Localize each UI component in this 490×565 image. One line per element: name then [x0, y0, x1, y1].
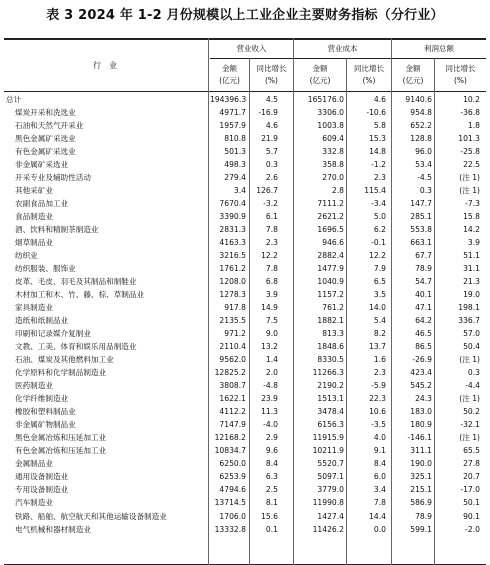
- table-body: [0, 93, 490, 536]
- profit-amount: 86.5: [415, 342, 432, 352]
- cost-growth: 14.8: [369, 147, 386, 157]
- table-row: [0, 288, 490, 301]
- industry-name: 农副食品加工业: [15, 199, 69, 209]
- cost-amount: 3779.0: [317, 485, 344, 495]
- cost-amount: 609.4: [322, 134, 344, 144]
- profit-growth: 0.3: [467, 368, 480, 378]
- cost-amount: 1848.6: [317, 342, 344, 352]
- revenue-amount: 4163.3: [219, 238, 246, 248]
- profit-growth: -17.0: [460, 485, 480, 495]
- cost-growth: 10.6: [369, 407, 386, 417]
- industry-name: 化学纤维制造业: [15, 394, 69, 404]
- revenue-growth-unit: (%): [265, 76, 278, 85]
- revenue-growth: 0.1: [265, 524, 278, 534]
- revenue-amount: 810.8: [224, 134, 246, 144]
- table-row: [0, 93, 490, 106]
- industry-name: 煤炭开采和洗选业: [15, 108, 76, 118]
- profit-amount: 67.7: [415, 251, 432, 261]
- industry-name: 石油和天然气开采业: [15, 121, 84, 131]
- profit-amount: 215.1: [410, 485, 432, 495]
- profit-growth-unit: (%): [454, 76, 467, 85]
- revenue-amount: 12168.2: [214, 433, 246, 443]
- industry-name: 橡胶和塑料制品业: [15, 407, 76, 417]
- table-row: [0, 119, 490, 132]
- revenue-growth: 14.9: [261, 303, 278, 313]
- profit-amount-label: 金额: [405, 64, 421, 73]
- industry-name: 电气机械和器材制造业: [15, 524, 91, 534]
- profit-amount: -4.5: [417, 173, 432, 183]
- profit-growth: 57.0: [463, 329, 480, 339]
- table-row: [0, 275, 490, 288]
- table-row: [0, 106, 490, 119]
- revenue-amount: 498.3: [224, 160, 246, 170]
- industry-name: 石油、煤炭及其他燃料加工业: [15, 355, 114, 365]
- profit-growth-label: 同比增长: [445, 64, 476, 73]
- industry-header: 行 业: [93, 61, 117, 70]
- profit-amount: 183.0: [410, 407, 432, 417]
- cost-amount: 2.8: [331, 186, 344, 196]
- revenue-amount: 1622.1: [219, 394, 246, 404]
- profit-amount: 423.4: [410, 368, 432, 378]
- profit-growth: 198.1: [458, 303, 480, 313]
- cost-growth: -5.9: [371, 381, 386, 391]
- profit-amount: 553.8: [410, 225, 432, 235]
- profit-amount: 46.5: [415, 329, 432, 339]
- profit-growth: -36.8: [460, 108, 480, 118]
- revenue-amount: 2110.4: [219, 342, 246, 352]
- cost-amount: 5097.1: [317, 472, 344, 482]
- profit-amount: 47.1: [415, 303, 432, 313]
- industry-name: 造纸和纸制品业: [15, 316, 69, 326]
- industry-name: 印刷和记录媒介复制业: [15, 329, 91, 339]
- industry-name: 酒、饮料和精制茶制造业: [15, 225, 99, 235]
- revenue-growth: 1.4: [265, 355, 278, 365]
- revenue-growth: 12.2: [261, 251, 278, 261]
- revenue-growth: 4.6: [265, 121, 278, 131]
- revenue-growth-label: 同比增长: [256, 64, 287, 73]
- table-row: [0, 145, 490, 158]
- profit-amount: 586.9: [410, 498, 432, 508]
- table-row: [0, 431, 490, 444]
- table-row: [0, 327, 490, 340]
- revenue-growth: 2.3: [265, 238, 278, 248]
- revenue-amount: 2831.3: [219, 225, 246, 235]
- revenue-growth: -3.2: [263, 199, 278, 209]
- cost-growth: 12.2: [369, 251, 386, 261]
- profit-growth: 50.2: [463, 407, 480, 417]
- profit-amount: 180.9: [410, 420, 432, 430]
- cost-amount: 2621.2: [317, 212, 344, 222]
- profit-amount: 78.9: [415, 264, 432, 274]
- header-group-divider: [210, 58, 486, 59]
- revenue-amount: 917.8: [224, 303, 246, 313]
- cost-amount: 5520.7: [317, 459, 344, 469]
- table-title: 表 3 2024 年 1-2 月份规模以上工业企业主要财务指标（分行业）: [46, 8, 444, 23]
- revenue-growth: 6.8: [265, 277, 278, 287]
- profit-growth: -4.4: [465, 381, 480, 391]
- revenue-growth: 8.4: [265, 459, 278, 469]
- cost-amount: 270.0: [322, 173, 344, 183]
- revenue-amount: 9562.0: [219, 355, 246, 365]
- table-row: [0, 470, 490, 483]
- industry-name: 总计: [6, 95, 22, 104]
- revenue-growth: 7.8: [265, 225, 278, 235]
- revenue-amount: 1208.0: [219, 277, 246, 287]
- cost-growth: 14.4: [369, 511, 386, 521]
- profit-amount: 9140.6: [405, 95, 432, 104]
- revenue-amount: 13714.5: [214, 498, 246, 508]
- table-row: [0, 483, 490, 496]
- revenue-growth: 2.6: [265, 173, 278, 183]
- cost-growth: 9.1: [373, 446, 386, 456]
- cost-growth: 2.3: [373, 173, 386, 183]
- cost-growth-label: 同比增长: [354, 64, 384, 73]
- revenue-amount: 1957.9: [219, 121, 246, 131]
- revenue-amount: 13332.8: [214, 524, 246, 534]
- table-row: [0, 510, 490, 523]
- table-row: [0, 457, 490, 470]
- revenue-amount: 1278.3: [219, 290, 246, 300]
- industry-name: 文教、工美、体育和娱乐用品制造业: [15, 342, 137, 352]
- industry-name: 铁路、船舶、航空航天和其他运输设备制造业: [15, 511, 167, 521]
- cost-amount: 1696.5: [317, 225, 344, 235]
- profit-amount: 128.8: [410, 134, 432, 144]
- profit-growth: 27.8: [463, 459, 480, 469]
- industry-name: 有色金属矿采选业: [15, 147, 76, 157]
- profit-growth: -25.8: [460, 147, 480, 157]
- cost-amount: 11915.9: [312, 433, 344, 443]
- revenue-amount: 7147.9: [219, 420, 246, 430]
- cost-amount: 7111.2: [317, 199, 344, 209]
- profit-amount: -146.1: [407, 433, 432, 443]
- cost-growth: -0.1: [371, 238, 386, 248]
- table-row: [0, 210, 490, 223]
- cost-growth: 8.2: [373, 329, 386, 339]
- cost-growth: -3.4: [371, 199, 386, 209]
- revenue-amount: 971.2: [224, 329, 246, 339]
- table-row: [0, 262, 490, 275]
- table-row: [0, 197, 490, 210]
- revenue-amount: 3808.7: [219, 381, 246, 391]
- cost-growth: 3.4: [373, 485, 386, 495]
- cost-amount: 358.8: [322, 160, 344, 170]
- cost-amount: 165176.0: [307, 95, 344, 104]
- table-row: [0, 496, 490, 509]
- profit-amount: 652.2: [410, 121, 432, 131]
- cost-growth: -10.6: [366, 108, 386, 118]
- revenue-growth: 5.7: [265, 147, 278, 157]
- table-row: [0, 171, 490, 184]
- cost-growth: 0.0: [373, 524, 386, 534]
- table-row: [0, 392, 490, 405]
- cost-growth: 6.5: [373, 277, 386, 287]
- table-row: [0, 132, 490, 145]
- cost-amount: 2882.4: [317, 251, 344, 261]
- profit-growth: -32.1: [460, 420, 480, 430]
- cost-amount: 813.3: [322, 329, 344, 339]
- profit-growth: 20.7: [463, 472, 480, 482]
- profit-growth: (注 1): [459, 186, 480, 196]
- profit-group-header: 利润总额: [424, 44, 454, 53]
- cost-growth: 6.2: [373, 225, 386, 235]
- profit-amount: 53.4: [415, 160, 432, 170]
- table-row: [0, 444, 490, 457]
- cost-amount: 3478.4: [317, 407, 344, 417]
- industry-name: 纺织服装、服饰业: [15, 264, 76, 274]
- revenue-growth: 2.5: [265, 485, 278, 495]
- table-row: [0, 314, 490, 327]
- revenue-amount: 4971.7: [219, 108, 246, 118]
- cost-growth: 1.6: [373, 355, 386, 365]
- profit-amount: 24.3: [415, 394, 432, 404]
- cost-growth: 13.7: [369, 342, 386, 352]
- revenue-amount: 12825.2: [214, 368, 246, 378]
- header-bottom-rule: [4, 91, 486, 92]
- cost-growth: 5.0: [373, 212, 386, 222]
- revenue-amount: 3.4: [233, 186, 246, 196]
- profit-growth: -2.0: [465, 524, 480, 534]
- revenue-growth: -4.8: [263, 381, 278, 391]
- revenue-growth: 15.6: [261, 511, 278, 521]
- revenue-amount-label: 金额: [222, 64, 237, 73]
- revenue-amount: 6250.0: [219, 459, 246, 469]
- table-row: [0, 405, 490, 418]
- profit-amount: 96.0: [415, 147, 432, 157]
- industry-name: 通用设备制造业: [15, 472, 69, 482]
- profit-growth: 101.3: [458, 134, 480, 144]
- revenue-growth: 11.3: [261, 407, 278, 417]
- cost-growth: 22.3: [369, 394, 386, 404]
- industry-name: 非金属矿物制品业: [15, 420, 76, 430]
- cost-amount: 2190.2: [317, 381, 344, 391]
- cost-amount: 1882.1: [317, 316, 344, 326]
- revenue-growth: 2.0: [265, 368, 278, 378]
- profit-growth: (注 1): [459, 173, 480, 183]
- industry-name: 家具制造业: [15, 303, 53, 313]
- profit-amount: 40.1: [415, 290, 432, 300]
- revenue-growth: 0.3: [265, 160, 278, 170]
- profit-growth: 15.8: [463, 212, 480, 222]
- revenue-amount: 10834.7: [214, 446, 246, 456]
- cost-amount: 1040.9: [317, 277, 344, 287]
- profit-growth: 50.4: [463, 342, 480, 352]
- revenue-growth: 9.0: [265, 329, 278, 339]
- revenue-amount: 3390.9: [219, 212, 246, 222]
- revenue-growth: 4.5: [265, 95, 278, 104]
- cost-amount: 1477.9: [317, 264, 344, 274]
- industry-name: 化学原料和化学制品制造业: [15, 368, 107, 378]
- revenue-amount: 4112.2: [219, 407, 246, 417]
- profit-amount: 311.1: [410, 446, 432, 456]
- cost-amount: 1427.4: [317, 511, 344, 521]
- industry-name: 有色金属冶炼和压延加工业: [15, 446, 107, 456]
- revenue-growth: -16.9: [258, 108, 278, 118]
- cost-amount: 8330.5: [317, 355, 344, 365]
- revenue-amount: 279.4: [224, 173, 246, 183]
- revenue-amount: 4794.6: [219, 485, 246, 495]
- industry-name: 食品制造业: [15, 212, 53, 222]
- revenue-growth: 8.1: [265, 498, 278, 508]
- cost-growth: 5.4: [373, 316, 386, 326]
- profit-growth: 22.5: [463, 160, 480, 170]
- profit-amount: 599.1: [410, 524, 432, 534]
- revenue-amount: 2135.5: [219, 316, 246, 326]
- profit-amount: 285.1: [410, 212, 432, 222]
- revenue-growth: 21.9: [261, 134, 278, 144]
- profit-growth: 10.2: [463, 95, 480, 104]
- revenue-amount: 7670.4: [219, 199, 246, 209]
- table-row: [0, 236, 490, 249]
- table-row: [0, 301, 490, 314]
- cost-amount: 3306.0: [317, 108, 344, 118]
- profit-amount: 78.9: [415, 511, 432, 521]
- revenue-growth: 126.7: [256, 186, 278, 196]
- cost-growth: 14.0: [369, 303, 386, 313]
- table-row: [0, 158, 490, 171]
- revenue-growth: 23.9: [261, 394, 278, 404]
- profit-growth: (注 1): [459, 355, 480, 365]
- industry-name: 汽车制造业: [15, 498, 53, 508]
- profit-amount: 545.2: [410, 381, 432, 391]
- cost-growth: 4.6: [373, 95, 386, 104]
- cost-growth: 3.5: [373, 290, 386, 300]
- profit-amount: 147.7: [410, 199, 432, 209]
- cost-amount: 761.2: [322, 303, 344, 313]
- profit-amount: 0.3: [419, 186, 432, 196]
- cost-growth: 2.3: [373, 368, 386, 378]
- cost-growth: 6.0: [373, 472, 386, 482]
- revenue-growth: 7.5: [265, 316, 278, 326]
- cost-amount: 11426.2: [312, 524, 344, 534]
- cost-growth-unit: (%): [362, 76, 376, 85]
- profit-growth: (注 1): [459, 394, 480, 404]
- revenue-growth: -4.0: [263, 420, 278, 430]
- profit-growth: 19.0: [463, 290, 480, 300]
- industry-name: 黑色金属冶炼和压延加工业: [15, 433, 107, 443]
- revenue-growth: 2.9: [265, 433, 278, 443]
- revenue-group-header: 营业收入: [236, 44, 267, 53]
- profit-amount: 954.8: [410, 108, 432, 118]
- profit-amount: 64.2: [415, 316, 432, 326]
- profit-growth: 3.9: [467, 238, 480, 248]
- cost-amount: 946.6: [322, 238, 344, 248]
- industry-name: 木材加工和木、竹、藤、棕、草制品业: [15, 290, 145, 300]
- table-row: [0, 353, 490, 366]
- cost-amount: 332.8: [322, 147, 344, 157]
- industry-name: 金属制品业: [15, 459, 53, 469]
- table-row: [0, 340, 490, 353]
- cost-group-header: 营业成本: [327, 44, 358, 53]
- table-row: [0, 523, 490, 536]
- profit-growth: 50.1: [463, 498, 480, 508]
- profit-amount: 190.0: [410, 459, 432, 469]
- cost-amount: 1003.8: [317, 121, 344, 131]
- industry-name: 专用设备制造业: [15, 485, 69, 495]
- cost-amount: 1157.2: [317, 290, 344, 300]
- table-row: [0, 366, 490, 379]
- profit-growth: 1.8: [467, 121, 480, 131]
- cost-amount: 11990.8: [312, 498, 344, 508]
- revenue-growth: 9.6: [265, 446, 278, 456]
- cost-growth: 7.8: [373, 498, 386, 508]
- revenue-growth: 6.3: [265, 472, 278, 482]
- table-top-rule: [4, 38, 486, 40]
- table-row: [0, 223, 490, 236]
- profit-growth: 51.1: [463, 251, 480, 261]
- cost-growth: 5.8: [373, 121, 386, 131]
- cost-amount: 6156.3: [317, 420, 344, 430]
- industry-name: 黑色金属矿采选业: [15, 134, 76, 144]
- profit-amount-unit: (亿元): [402, 76, 424, 85]
- revenue-amount: 194396.3: [210, 95, 247, 104]
- table-row: [0, 418, 490, 431]
- revenue-amount: 1761.2: [219, 264, 246, 274]
- table-row: [0, 379, 490, 392]
- industry-name: 其他采矿业: [15, 186, 53, 196]
- profit-growth: 65.5: [463, 446, 480, 456]
- revenue-growth: 6.1: [265, 212, 278, 222]
- profit-growth: 31.1: [463, 264, 480, 274]
- profit-growth: 90.1: [463, 511, 480, 521]
- cost-amount: 1513.1: [317, 394, 344, 404]
- industry-name: 皮革、毛皮、羽毛及其制品和制鞋业: [15, 277, 137, 287]
- cost-growth: 8.4: [373, 459, 386, 469]
- cost-growth: 115.4: [364, 186, 386, 196]
- industry-name: 医药制造业: [15, 381, 53, 391]
- cost-growth: 7.9: [373, 264, 386, 274]
- revenue-growth: 13.2: [261, 342, 278, 352]
- profit-amount: -26.9: [412, 355, 432, 365]
- industry-name: 非金属矿采选业: [15, 160, 69, 170]
- table-row: [0, 184, 490, 197]
- industry-name: 开采专业及辅助性活动: [15, 173, 91, 183]
- profit-amount: 54.7: [415, 277, 432, 287]
- cost-amount: 11266.3: [312, 368, 344, 378]
- revenue-amount: 3216.5: [219, 251, 246, 261]
- cost-growth: -3.5: [371, 420, 386, 430]
- cost-amount-unit: (亿元): [309, 76, 331, 85]
- table-row: [0, 249, 490, 262]
- revenue-amount: 6253.9: [219, 472, 246, 482]
- revenue-amount: 501.3: [224, 147, 246, 157]
- profit-amount: 663.1: [410, 238, 432, 248]
- profit-growth: 21.3: [463, 277, 480, 287]
- industry-name: 烟草制品业: [15, 238, 53, 248]
- profit-growth: 14.2: [463, 225, 480, 235]
- revenue-growth: 7.8: [265, 264, 278, 274]
- cost-growth: 15.3: [369, 134, 386, 144]
- cost-amount: 10211.9: [312, 446, 344, 456]
- revenue-growth: 3.9: [265, 290, 278, 300]
- industry-name: 纺织业: [15, 251, 38, 261]
- profit-amount: 325.1: [410, 472, 432, 482]
- cost-growth: 4.0: [373, 433, 386, 443]
- profit-growth: -7.3: [465, 199, 480, 209]
- revenue-amount-unit: (亿元): [219, 76, 240, 85]
- cost-amount-label: 金额: [312, 64, 328, 73]
- profit-growth: (注 1): [459, 433, 480, 443]
- cost-growth: -1.2: [371, 160, 386, 170]
- profit-growth: 336.7: [458, 316, 480, 326]
- revenue-amount: 1706.0: [219, 511, 246, 521]
